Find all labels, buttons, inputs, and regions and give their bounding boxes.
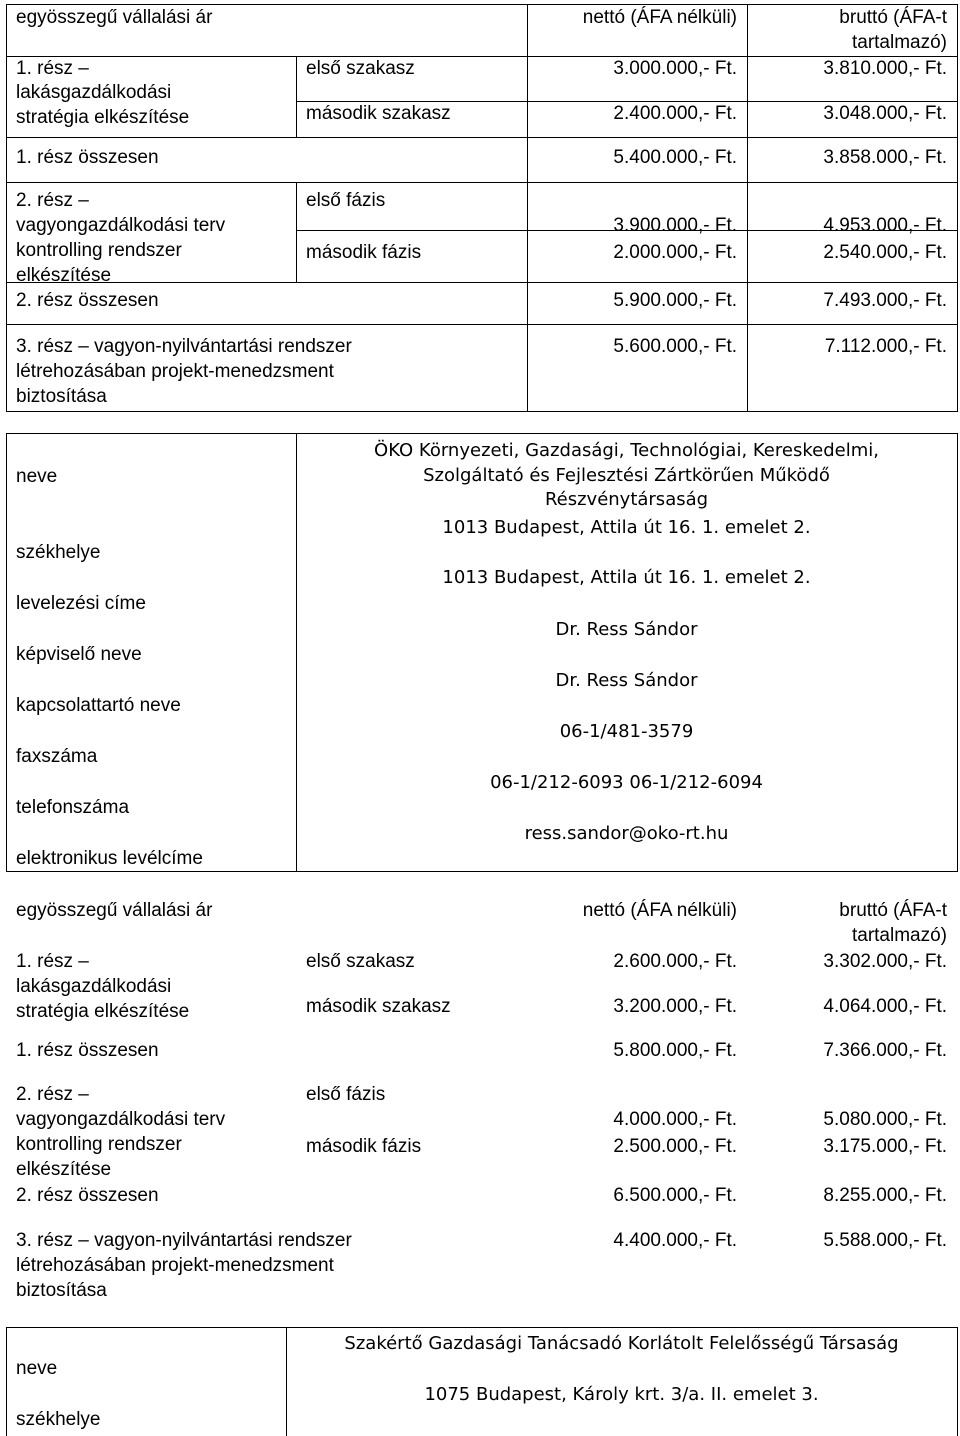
- header-gross: bruttó (ÁFA-t: [839, 7, 947, 28]
- part2-label: elkészítése: [16, 265, 112, 286]
- part1-label: lakásgazdálkodási: [16, 976, 172, 997]
- phase2-label: második fázis: [306, 242, 422, 263]
- company-name: Részvénytársaság: [544, 489, 709, 510]
- phase2-net: 2.500.000,- Ft.: [613, 1136, 737, 1157]
- part1-total-label: 1. rész összesen: [16, 1040, 159, 1061]
- part3-label: biztosítása: [16, 1280, 107, 1301]
- part3-label: 3. rész – vagyon-nyilvántartási rendszer: [16, 336, 352, 357]
- header-gross: bruttó (ÁFA-t: [839, 900, 947, 921]
- part1-label: stratégia elkészítése: [16, 107, 190, 128]
- phase1-label: első fázis: [306, 190, 386, 211]
- company-representative: Dr. Ress Sándor: [555, 619, 698, 640]
- stage1-net: 2.600.000,- Ft.: [613, 951, 737, 972]
- phase2-gross: 3.175.000,- Ft.: [823, 1136, 947, 1157]
- company-name: ÖKO Környezeti, Gazdasági, Technológiai, Kereskedelmi,: [374, 440, 879, 461]
- seat-label: székhelye: [16, 542, 101, 563]
- part3-label: létrehozásában projekt-menedzsment: [16, 361, 334, 382]
- header-label: egyösszegű vállalási ár: [16, 7, 213, 28]
- stage2-label: második szakasz: [306, 996, 451, 1017]
- part3-gross: 5.588.000,- Ft.: [823, 1230, 947, 1251]
- part2-total-label: 2. rész összesen: [16, 1185, 159, 1206]
- contact-label: kapcsolattartó neve: [16, 695, 181, 716]
- stage1-gross: 3.302.000,- Ft.: [823, 951, 947, 972]
- part1-label: lakásgazdálkodási: [16, 82, 172, 103]
- stage2-net: 2.400.000,- Ft.: [613, 103, 737, 124]
- name-label: neve: [16, 466, 58, 487]
- phase1-gross: 5.080.000,- Ft.: [823, 1109, 947, 1130]
- part3-gross: 7.112.000,- Ft.: [824, 336, 947, 357]
- company-mail-address: 1013 Budapest, Attila út 16. 1. emelet 2.: [442, 567, 811, 588]
- stage2-gross: 4.064.000,- Ft.: [823, 996, 947, 1017]
- phase1-label: első fázis: [306, 1084, 386, 1105]
- email-label: elektronikus levélcíme: [16, 848, 203, 869]
- representative-label: képviselő neve: [16, 644, 142, 665]
- header-net: nettó (ÁFA nélküli): [582, 900, 737, 921]
- part3-label: 3. rész – vagyon-nyilvántartási rendszer: [16, 1230, 352, 1251]
- stage2-gross: 3.048.000,- Ft.: [823, 103, 947, 124]
- part2-label: vagyongazdálkodási terv: [16, 1109, 226, 1130]
- part1-total-gross: 3.858.000,- Ft.: [823, 147, 947, 168]
- company-phone: 06-1/212-6093 06-1/212-6094: [490, 772, 763, 793]
- stage2-net: 3.200.000,- Ft.: [613, 996, 737, 1017]
- stage2-label: második szakasz: [306, 103, 451, 124]
- part1-total-gross: 7.366.000,- Ft.: [823, 1040, 947, 1061]
- part2-total-label: 2. rész összesen: [16, 290, 159, 311]
- part1-total-label: 1. rész összesen: [16, 147, 159, 168]
- part3-net: 4.400.000,- Ft.: [613, 1230, 737, 1251]
- part2-label: 2. rész –: [16, 190, 89, 211]
- seat-label: székhelye: [16, 1409, 101, 1430]
- company-contact: Dr. Ress Sándor: [555, 670, 698, 691]
- phone-label: telefonszáma: [16, 797, 130, 818]
- phase2-gross: 2.540.000,- Ft.: [823, 242, 947, 263]
- stage1-label: első szakasz: [306, 58, 415, 79]
- company-seat: 1075 Budapest, Károly krt. 3/a. II. emelet 3.: [424, 1384, 819, 1405]
- part2-label: vagyongazdálkodási terv: [16, 215, 226, 236]
- part2-label: 2. rész –: [16, 1084, 89, 1105]
- header-label: egyösszegű vállalási ár: [16, 900, 213, 921]
- company-name: Szakértő Gazdasági Tanácsadó Korlátolt Felelősségű Társaság: [344, 1333, 899, 1354]
- phase2-net: 2.000.000,- Ft.: [613, 242, 737, 263]
- part3-label: létrehozásában projekt-menedzsment: [16, 1255, 334, 1276]
- stage1-label: első szakasz: [306, 951, 415, 972]
- header-net: nettó (ÁFA nélküli): [582, 7, 737, 28]
- mail-address-label: levelezési címe: [16, 593, 146, 614]
- part3-net: 5.600.000,- Ft.: [613, 336, 737, 357]
- company-fax: 06-1/481-3579: [559, 721, 694, 742]
- phase1-gross: 4.953.000,- Ft.: [823, 215, 947, 236]
- part1-label: 1. rész –: [16, 58, 89, 79]
- part1-total-net: 5.800.000,- Ft.: [613, 1040, 737, 1061]
- part1-total-net: 5.400.000,- Ft.: [613, 147, 737, 168]
- part2-total-net: 5.900.000,- Ft.: [613, 290, 737, 311]
- part2-label: elkészítése: [16, 1159, 112, 1180]
- part2-total-net: 6.500.000,- Ft.: [613, 1185, 737, 1206]
- phase1-net: 3.900.000,- Ft.: [613, 215, 737, 236]
- company-email[interactable]: ress.sandor@oko-rt.hu: [524, 823, 729, 844]
- header-gross-cont: tartalmazó): [851, 32, 947, 53]
- fax-label: faxszáma: [16, 746, 98, 767]
- part3-label: biztosítása: [16, 386, 107, 407]
- stage1-net: 3.000.000,- Ft.: [613, 58, 737, 79]
- stage1-gross: 3.810.000,- Ft.: [823, 58, 947, 79]
- name-label: neve: [16, 1358, 58, 1379]
- company-name: Szolgáltató és Fejlesztési Zártkörűen Működő: [423, 465, 830, 486]
- phase1-net: 4.000.000,- Ft.: [613, 1109, 737, 1130]
- part2-label: kontrolling rendszer: [16, 240, 182, 261]
- company-seat: 1013 Budapest, Attila út 16. 1. emelet 2.: [442, 517, 811, 538]
- part1-label: 1. rész –: [16, 951, 89, 972]
- part2-label: kontrolling rendszer: [16, 1134, 182, 1155]
- part2-total-gross: 7.493.000,- Ft.: [823, 290, 947, 311]
- header-gross-cont: tartalmazó): [851, 925, 947, 946]
- part1-label: stratégia elkészítése: [16, 1001, 190, 1022]
- part2-total-gross: 8.255.000,- Ft.: [823, 1185, 947, 1206]
- phase2-label: második fázis: [306, 1136, 422, 1157]
